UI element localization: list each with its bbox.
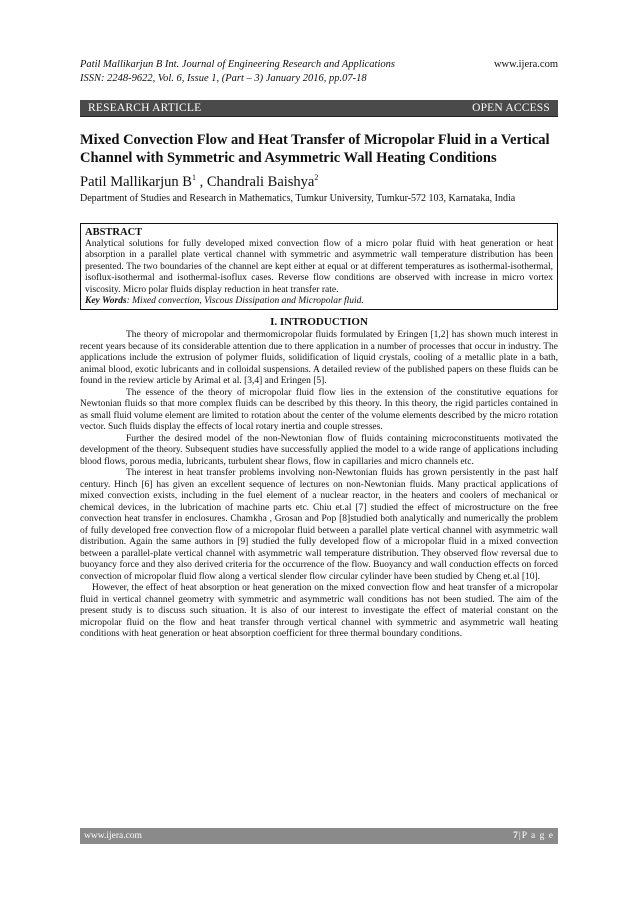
article-type-banner [80, 100, 558, 117]
paper-title: Mixed Convection Flow and Heat Transfer of Micropolar Fluid in a Vertical Channel with Symmetric and Asymmetric Wall Heating Conditions [80, 132, 550, 166]
journal-website: www.ijera.com [493, 59, 558, 70]
introduction-body [80, 330, 558, 641]
keywords-list: : Mixed convection, Viscous Dissipation and Micropolar fluid. [126, 296, 364, 307]
keywords-label: Key Words [85, 296, 127, 307]
journal-citation [80, 58, 395, 86]
journal-citation-line2: ISSN: 2248-9622, Vol. 6, Issue 1, (Part – 3) January 2016, pp.07-18 [80, 73, 367, 84]
journal-header [80, 58, 558, 86]
author-separator: , [195, 174, 207, 190]
abstract-text: Analytical solutions for fully developed mixed convection flow of a micro polar fluid with heat generation or heat absorption in a parallel plate vertical channel with symmetric and asymmetric wall temperature distribution has been presented. The two boundaries of the channel are kept either at equal or at different temperatures as isothermal-isothermal, isoflux-isothermal and isothermal-isoflux cases. Reverse flow conditions are observed with increase in micro vortex viscosity. Micro polar fluids display reduction in heat transfer rate. [85, 239, 553, 295]
page-word: |P a g e [518, 831, 554, 841]
author-list [80, 173, 558, 191]
journal-citation-line1: Patil Mallikarjun B Int. Journal of Engineering Research and Applications [80, 59, 395, 70]
keywords [85, 296, 553, 307]
paragraph: The interest in heat transfer problems involving non-Newtonian fluids has grown persistently in the past half century. Hinch [6] has given an excellent sequence of lectures on non-Newtonian fluids. Many practical applications of mixed convection exists, including in the fuel element of a nuclear reactor, in the heaters and coolers of mechanical or chemical devices, in the lubrication of machine parts etc. Chiu et.al [7] studied the effect of microstructure on the free convection heat transfer in enclosures. Chamkha , Grosan and Pop [8]studied both analytically and numerically the problem of fully developed free convection flow of a micropolar fluid between a parallel plate vertical channel with asymmetric wall distribution. Again the same authors in [9] studied the fully developed flow of a micropolar fluid in a mixed convection between a parallel-plate vertical channel with asymmetric wall temperature distribution. They observed flow reversal due to buoyancy force and they also derived criteria for the occurrence of the flow. Buoyancy and wall conduction effects on forced convection of micropolar fluid flow along a vertical slender flow circular cylinder have been studied by Cheng et.al [10]. [80, 468, 558, 582]
abstract-box [80, 223, 558, 310]
author-affiliation-marker: 1 [191, 173, 196, 183]
paper-page [80, 58, 558, 641]
abstract-heading: ABSTRACT [85, 227, 143, 238]
page-number-label [513, 831, 554, 841]
page-number: 7 [513, 831, 519, 841]
paragraph: The essence of the theory of micropolar fluid flow lies in the extension of the constitutive equations for Newtonian fluids so that more complex fluids can be described by this theory. In this theory, the rigid particles contained in as small fluid volume element are limited to rotation about the center of the volume elements described by the micro rotation vector. Such fluids display the effects of local rotary inertia and couple stresses. [80, 387, 558, 433]
paragraph: The theory of micropolar and thermomicropolar fluids formulated by Eringen [1,2] has shown much interest in recent years because of its considerable attention due to there application in a number of processes that occur in industry. The applications include the extrusion of polymer fluids, solidification of liquid crystals, cooling of a metallic plate in a bath, animal blood, exotic lubricants and in colloidal suspensions. A detailed review of the published papers on these fluids can be found in the review article by Arimal et al. [3,4] and Eringen [5]. [80, 330, 558, 387]
affiliation: Department of Studies and Research in Mathematics, Tumkur University, Tumkur-572 103, Karnataka, India [80, 193, 516, 204]
section-heading-introduction: I. INTRODUCTION [270, 316, 368, 329]
paragraph: Further the desired model of the non-Newtonian flow of fluids containing microconstituents motivated the development of the theory. Subsequent studies have successfully applied the model to a wide range of applications including blood flows, porous media, lubricants, turbulent shear flows, flow in capillaries and micro channels etc. [80, 433, 558, 467]
research-article-label: RESEARCH ARTICLE [88, 102, 202, 114]
author-name: Chandrali Baishya [206, 174, 315, 190]
open-access-label: OPEN ACCESS [472, 102, 550, 114]
author-name: Patil Mallikarjun B [80, 174, 192, 190]
footer-website: www.ijera.com [84, 831, 142, 841]
paragraph: However, the effect of heat absorption or heat generation on the mixed convection flow and heat transfer of a micropolar fluid in vertical channel geometry with symmetric and asymmetric wall conditions has not been studied. The aim of the present study is to discuss such situation. It is also of our interest to investigate the effect of material constant on the micropolar fluid on the flow and heat transfer through vertical channel with symmetric and asymmetric wall heating conditions with heat generation or heat absorption coefficient for three thermal boundary conditions. [80, 583, 558, 640]
page-footer [80, 828, 558, 844]
author-affiliation-marker: 2 [314, 173, 319, 183]
